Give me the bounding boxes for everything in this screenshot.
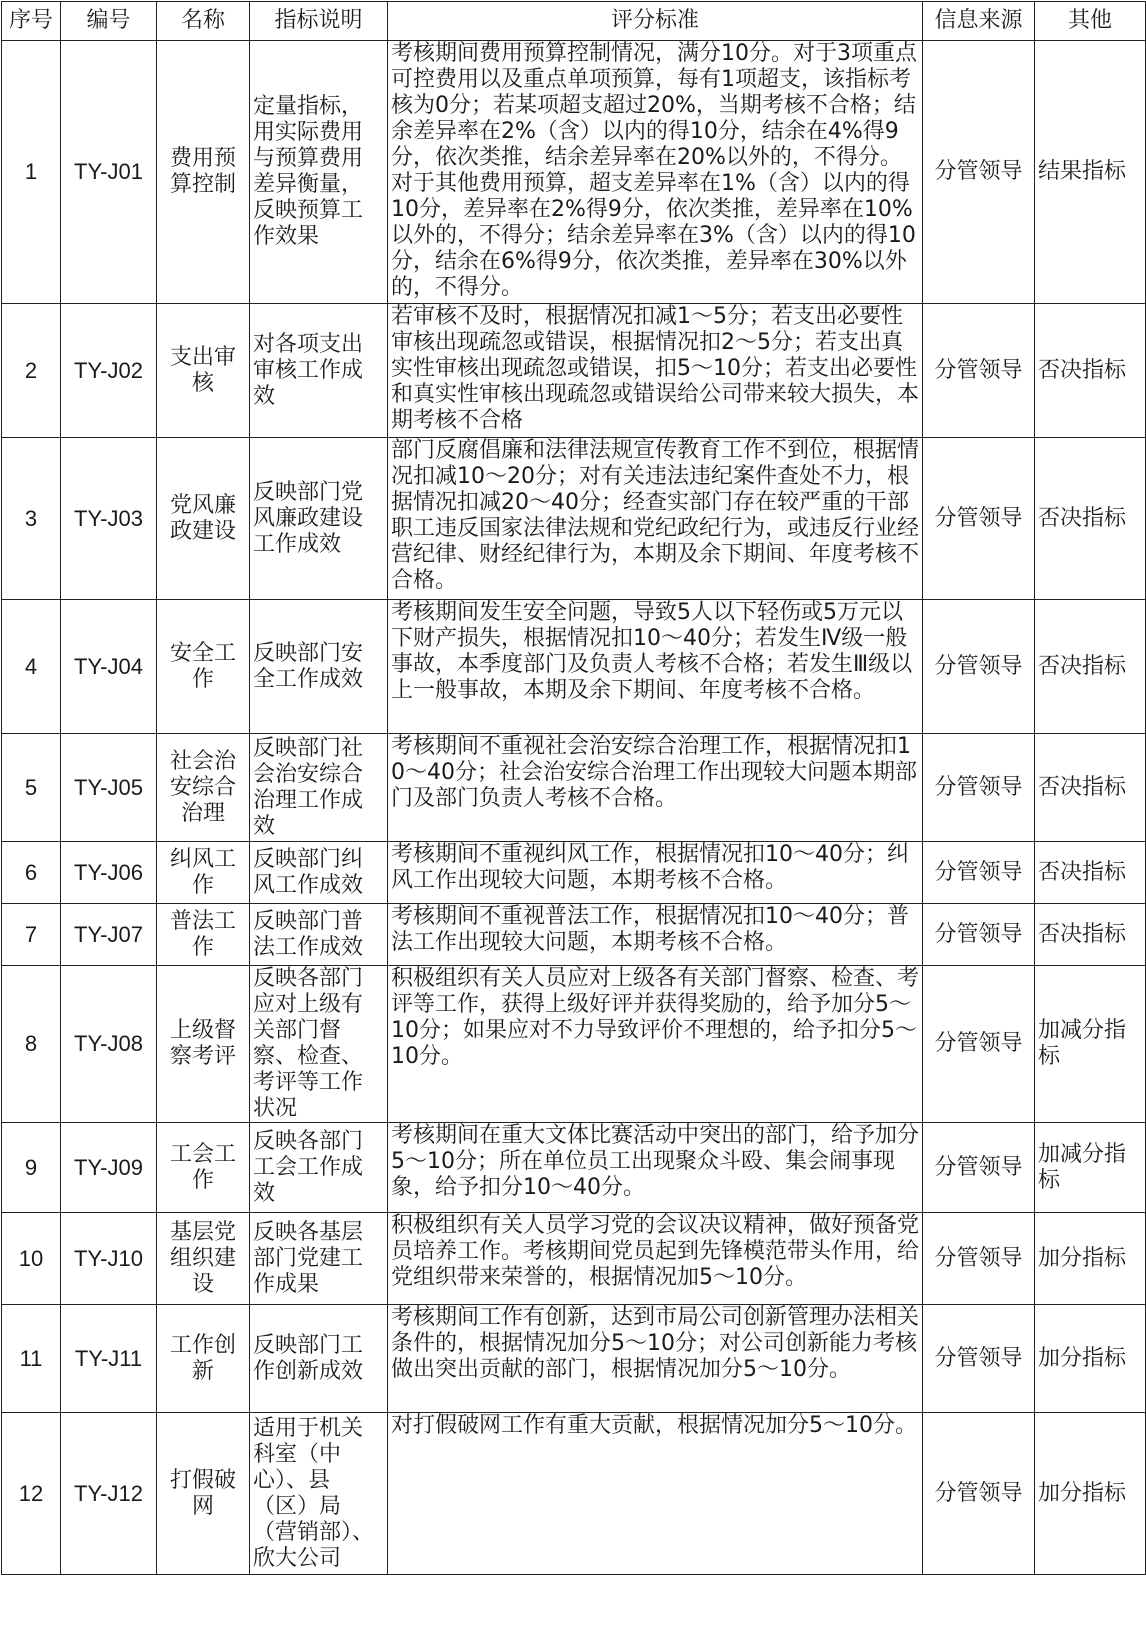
cell-desc: 适用于机关科室（中心）、县（区）局（营销部）、欣大公司: [250, 1413, 388, 1575]
cell-criteria: 考核期间发生安全问题，导致5人以下轻伤或5万元以下财产损失，根据情况扣10～40分；若发生Ⅳ级一般事故，本季度部门及负责人考核不合格；若发生Ⅲ级以上一般事故，本期及余下期间、年度考核不合格。: [388, 600, 923, 734]
cell-source: 分管领导: [923, 842, 1035, 904]
cell-name: 基层党组织建设: [157, 1213, 250, 1305]
table-row: [2, 1305, 1146, 1413]
table-row: [2, 1123, 1146, 1213]
header-source: 信息来源: [923, 2, 1035, 41]
cell-source: 分管领导: [923, 1123, 1035, 1213]
cell-code: TY-J07: [61, 904, 157, 966]
cell-desc: 反映各部门应对上级有关部门督察、检查、考评等工作状况: [250, 966, 388, 1123]
cell-source: 分管领导: [923, 600, 1035, 734]
cell-desc: 反映部门纠风工作成效: [250, 842, 388, 904]
cell-desc: 反映各基层部门党建工作成果: [250, 1213, 388, 1305]
table-row: [2, 304, 1146, 438]
cell-seq: 5: [2, 734, 61, 842]
header-name: 名称: [157, 2, 250, 41]
cell-desc: 反映部门工作创新成效: [250, 1305, 388, 1413]
cell-other: 否决指标: [1035, 600, 1146, 734]
cell-source: 分管领导: [923, 1213, 1035, 1305]
cell-seq: 8: [2, 966, 61, 1123]
cell-code: TY-J05: [61, 734, 157, 842]
cell-code: TY-J12: [61, 1413, 157, 1575]
table-row: [2, 734, 1146, 842]
cell-code: TY-J03: [61, 438, 157, 600]
cell-criteria: 部门反腐倡廉和法律法规宣传教育工作不到位，根据情况扣减10～20分；对有关违法违纪案件查处不力，根据情况扣减20～40分；经查实部门存在较严重的干部职工违反国家法律法规和党纪政纪行为，或违反行业经营纪律、财经纪律行为，本期及余下期间、年度考核不合格。: [388, 438, 923, 600]
cell-other: 否决指标: [1035, 438, 1146, 600]
cell-seq: 6: [2, 842, 61, 904]
cell-source: 分管领导: [923, 304, 1035, 438]
header-criteria: 评分标准: [388, 2, 923, 41]
cell-other: 否决指标: [1035, 904, 1146, 966]
cell-desc: 反映部门安全工作成效: [250, 600, 388, 734]
cell-name: 上级督察考评: [157, 966, 250, 1123]
cell-name: 打假破网: [157, 1413, 250, 1575]
cell-code: TY-J04: [61, 600, 157, 734]
cell-other: 加减分指标: [1035, 966, 1146, 1123]
cell-name: 普法工作: [157, 904, 250, 966]
cell-source: 分管领导: [923, 734, 1035, 842]
cell-seq: 12: [2, 1413, 61, 1575]
cell-desc: 对各项支出审核工作成效: [250, 304, 388, 438]
cell-other: 加分指标: [1035, 1213, 1146, 1305]
table-header: [2, 2, 1146, 41]
cell-criteria: 考核期间在重大文体比赛活动中突出的部门，给予加分5～10分；所在单位员工出现聚众斗殴、集会闹事现象，给予扣分10～40分。: [388, 1123, 923, 1213]
table-row: [2, 966, 1146, 1123]
cell-seq: 9: [2, 1123, 61, 1213]
header-row: [2, 2, 1146, 41]
cell-other: 加分指标: [1035, 1305, 1146, 1413]
cell-name: 安全工作: [157, 600, 250, 734]
cell-code: TY-J08: [61, 966, 157, 1123]
table-row: [2, 41, 1146, 304]
cell-code: TY-J10: [61, 1213, 157, 1305]
cell-code: TY-J06: [61, 842, 157, 904]
cell-other: 否决指标: [1035, 734, 1146, 842]
cell-seq: 11: [2, 1305, 61, 1413]
cell-other: 否决指标: [1035, 842, 1146, 904]
cell-seq: 2: [2, 304, 61, 438]
cell-code: TY-J11: [61, 1305, 157, 1413]
header-seq: 序号: [2, 2, 61, 41]
cell-desc: 定量指标，用实际费用与预算费用差异衡量，反映预算工作效果: [250, 41, 388, 304]
cell-desc: 反映部门党风廉政建设工作成效: [250, 438, 388, 600]
cell-desc: 反映各部门工会工作成效: [250, 1123, 388, 1213]
cell-criteria: 考核期间费用预算控制情况，满分10分。对于3项重点可控费用以及重点单项预算，每有1项超支，该指标考核为0分；若某项超支超过20%，当期考核不合格；结余差异率在2%（含）以内的得10分，结余在4%得9分，依次类推，结余差异率在20%以外的，不得分。对于其他费用预算，超支差异率在1%（含）以内的得10分，差异率在2%得9分，依次类推，差异率在10%以外的，不得分；结余差异率在3%（含）以内的得10分，结余在6%得9分，依次类推，差异率在30%以外的，不得分。: [388, 41, 923, 304]
cell-code: TY-J09: [61, 1123, 157, 1213]
cell-other: 否决指标: [1035, 304, 1146, 438]
cell-source: 分管领导: [923, 438, 1035, 600]
cell-name: 纠风工作: [157, 842, 250, 904]
cell-criteria: 考核期间工作有创新，达到市局公司创新管理办法相关条件的，根据情况加分5～10分；对公司创新能力考核做出突出贡献的部门，根据情况加分5～10分。: [388, 1305, 923, 1413]
cell-code: TY-J02: [61, 304, 157, 438]
cell-seq: 1: [2, 41, 61, 304]
table-row: [2, 904, 1146, 966]
cell-desc: 反映部门普法工作成效: [250, 904, 388, 966]
cell-criteria: 考核期间不重视社会治安综合治理工作，根据情况扣10～40分；社会治安综合治理工作出现较大问题本期部门及部门负责人考核不合格。: [388, 734, 923, 842]
cell-criteria: 积极组织有关人员应对上级各有关部门督察、检查、考评等工作，获得上级好评并获得奖励的，给予加分5～10分；如果应对不力导致评价不理想的，给予扣分5～10分。: [388, 966, 923, 1123]
header-code: 编号: [61, 2, 157, 41]
cell-other: 加分指标: [1035, 1413, 1146, 1575]
cell-name: 社会治安综合治理: [157, 734, 250, 842]
cell-other: 结果指标: [1035, 41, 1146, 304]
cell-seq: 3: [2, 438, 61, 600]
cell-criteria: 积极组织有关人员学习党的会议决议精神，做好预备党员培养工作。考核期间党员起到先锋模范带头作用，给党组织带来荣誉的，根据情况加5～10分。: [388, 1213, 923, 1305]
header-desc: 指标说明: [250, 2, 388, 41]
cell-source: 分管领导: [923, 41, 1035, 304]
indicator-table: [1, 1, 1146, 1575]
cell-source: 分管领导: [923, 1413, 1035, 1575]
cell-name: 支出审核: [157, 304, 250, 438]
cell-name: 工作创新: [157, 1305, 250, 1413]
table-row: [2, 1213, 1146, 1305]
table-row: [2, 600, 1146, 734]
cell-desc: 反映部门社会治安综合治理工作成效: [250, 734, 388, 842]
header-other: 其他: [1035, 2, 1146, 41]
table-row: [2, 1413, 1146, 1575]
cell-criteria: 考核期间不重视纠风工作，根据情况扣10～40分；纠风工作出现较大问题，本期考核不合格。: [388, 842, 923, 904]
cell-source: 分管领导: [923, 1305, 1035, 1413]
table-row: [2, 842, 1146, 904]
cell-name: 党风廉政建设: [157, 438, 250, 600]
cell-source: 分管领导: [923, 904, 1035, 966]
table-body: [2, 41, 1146, 1575]
cell-code: TY-J01: [61, 41, 157, 304]
table-row: [2, 438, 1146, 600]
cell-criteria: 若审核不及时，根据情况扣减1～5分；若支出必要性审核出现疏忽或错误，根据情况扣2～5分；若支出真实性审核出现疏忽或错误，扣5～10分；若支出必要性和真实性审核出现疏忽或错误给公司带来较大损失，本期考核不合格: [388, 304, 923, 438]
cell-criteria: 对打假破网工作有重大贡献，根据情况加分5～10分。: [388, 1413, 923, 1575]
cell-seq: 4: [2, 600, 61, 734]
cell-criteria: 考核期间不重视普法工作，根据情况扣10～40分；普法工作出现较大问题，本期考核不合格。: [388, 904, 923, 966]
cell-name: 费用预算控制: [157, 41, 250, 304]
cell-source: 分管领导: [923, 966, 1035, 1123]
cell-name: 工会工作: [157, 1123, 250, 1213]
cell-other: 加减分指标: [1035, 1123, 1146, 1213]
cell-seq: 7: [2, 904, 61, 966]
cell-seq: 10: [2, 1213, 61, 1305]
